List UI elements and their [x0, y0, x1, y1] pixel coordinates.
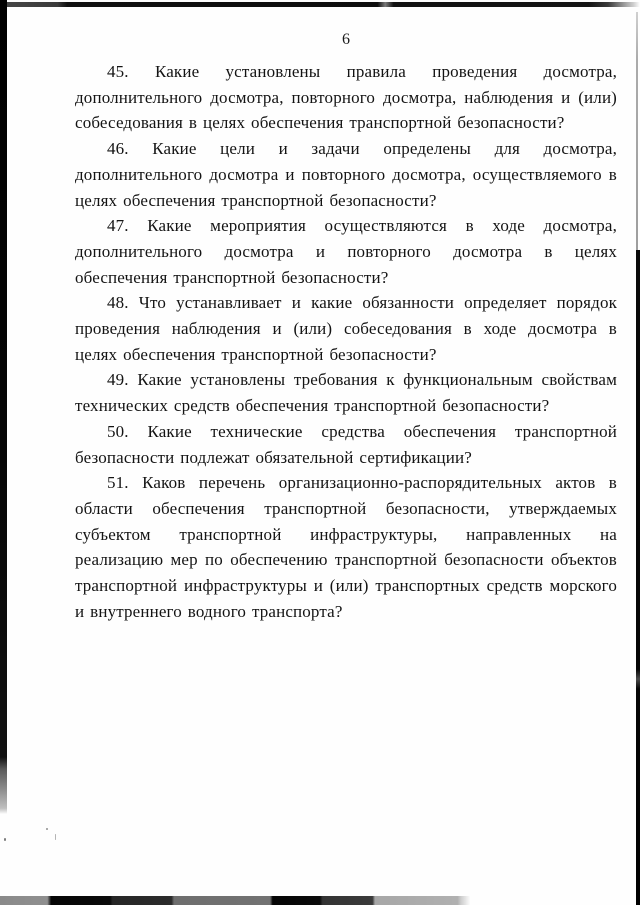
scan-artifact-left-edge [0, 0, 7, 814]
scan-artifact-top-edge [0, 2, 640, 7]
scan-speck [55, 834, 56, 840]
question-paragraph-49: 49. Какие установлены требования к функциональным свойствам технических средств обеспечения транспортной безопасности? [75, 370, 617, 416]
question-paragraph-45: 45. Какие установлены правила проведения досмотра, дополнительного досмотра, повторного досмотра, наблюдения и (или) собеседования в целях обеспечения транспортной безопасности? [75, 62, 617, 133]
question-paragraph-47: 47. Какие мероприятия осуществляются в ходе досмотра, дополнительного досмотра и повторного досмотра в целях обеспечения транспортной безопасности? [75, 216, 617, 287]
scan-artifact-right-edge [636, 250, 640, 905]
question-paragraph-48: 48. Что устанавливает и какие обязанности определяет порядок проведения наблюдения и (или) собеседования в ходе досмотра в целях обеспечения транспортной безопасности? [75, 293, 617, 364]
question-paragraph-50: 50. Какие технические средства обеспечения транспортной безопасности подлежат обязательной сертификации? [75, 421, 617, 467]
page-body [75, 59, 617, 624]
scan-speck [4, 838, 6, 841]
question-paragraph-46: 46. Какие цели и задачи определены для досмотра, дополнительного досмотра и повторного досмотра, осуществляемого в целях обеспечения транспортной безопасности? [75, 139, 617, 210]
page-number: 6 [342, 31, 350, 48]
scan-speck [46, 828, 48, 830]
scan-artifact-bottom-edge [0, 896, 640, 905]
scan-artifact-right-line [636, 12, 638, 250]
question-paragraph-51: 51. Каков перечень организационно-распорядительных актов в области обеспечения транспортной безопасности, утверждаемых субъектом транспортной инфраструктуры, направленных на реализацию мер по обеспечению транспортной безопасности объектов транспортной инфраструктуры и (или) транспортных средств морского и внутреннего водного транспорта? [75, 473, 617, 621]
